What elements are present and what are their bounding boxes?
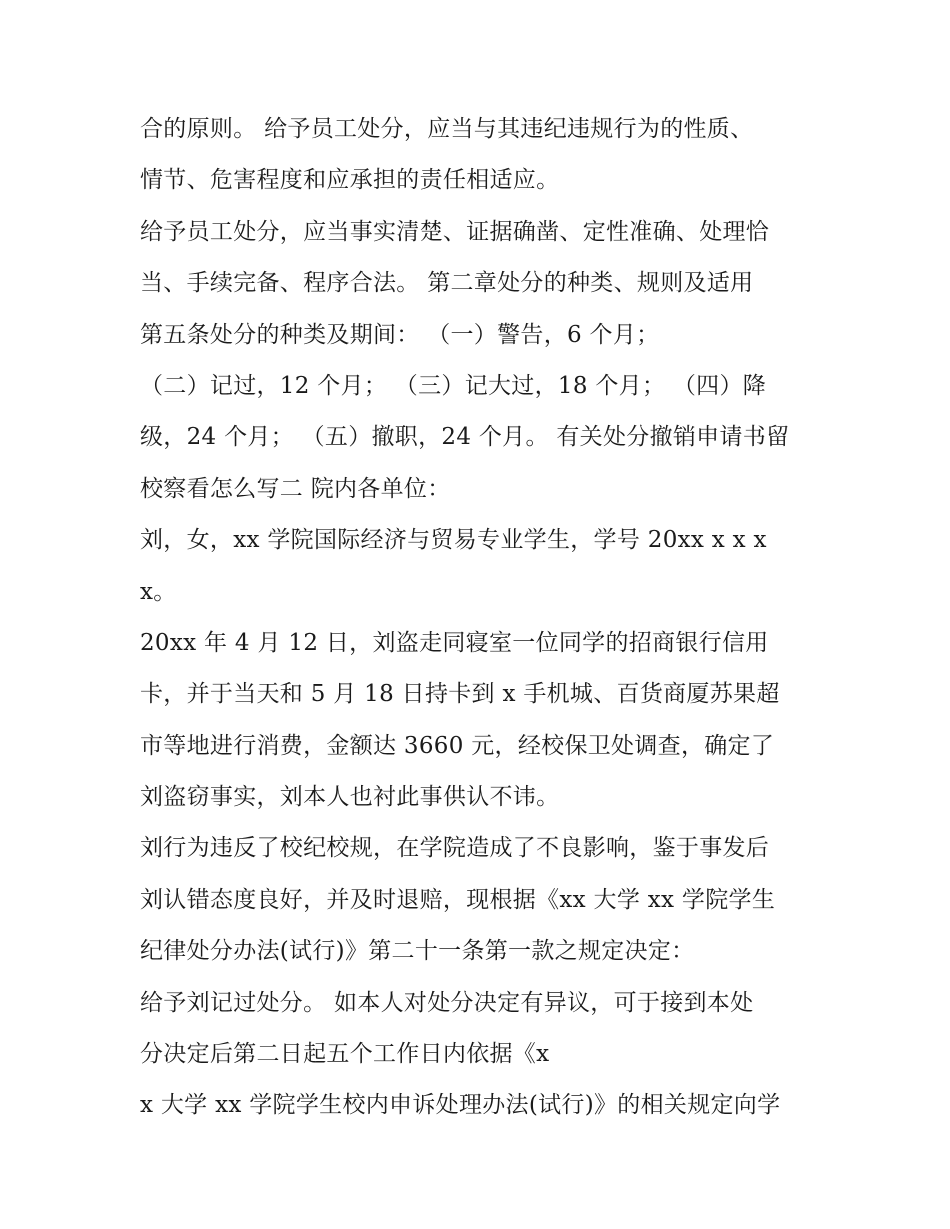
text-line: 刘认错态度良好，并及时退赔，现根据《xx 大学 xx 学院学生 <box>140 886 776 913</box>
text-line: 分决定后第二日起五个工作日内依据《x <box>140 1041 550 1068</box>
text-line: 校察看怎么写二 院内各单位： <box>140 475 451 502</box>
text-line: 市等地进行消费，金额达 3660 元，经校保卫处调查，确定了 <box>140 732 775 759</box>
text-line: 卡，并于当天和 5 月 18 日持卡到 x 手机城、百货商厦苏果超 <box>140 681 780 708</box>
text-line: 级，24 个月； （五）撤职，24 个月。 有关处分撤销申请书留 <box>140 424 790 451</box>
text-line: 20xx 年 4 月 12 日，刘盗走同寝室一位同学的招商银行信用 <box>140 629 769 656</box>
text-line: 刘行为违反了校纪校规，在学院造成了不良影响，鉴于事发后 <box>140 835 770 862</box>
text-line: 当、手续完备、程序合法。 第二章处分的种类、规则及适用 <box>140 270 754 297</box>
text-line: 情节、危害程度和应承担的责任相适应。 <box>140 167 560 194</box>
text-line: （二）记过，12 个月； （三）记大过，18 个月； （四）降 <box>140 372 767 399</box>
text-line: 刘，女，xx 学院国际经济与贸易专业学生，学号 20xx x x x <box>140 527 767 554</box>
text-line: 第五条处分的种类及期间： （一）警告，6 个月； <box>140 321 660 348</box>
body-text <box>140 104 840 1132</box>
text-line: 给予刘记过处分。 如本人对处分决定有异议，可于接到本处 <box>140 989 754 1016</box>
text-line: x 大学 xx 学院学生校内申诉处理办法(试行)》的相关规定向学 <box>140 1092 781 1119</box>
text-line: 纪律处分办法(试行)》第二十一条第一款之规定决定： <box>140 938 695 965</box>
text-line: 给予员工处分，应当事实清楚、证据确凿、定性准确、处理恰 <box>140 218 770 245</box>
text-line: x。 <box>140 578 177 605</box>
text-line: 刘盗窃事实，刘本人也衬此事供认不讳。 <box>140 784 560 811</box>
text-line: 合的原则。 给予员工处分，应当与其违纪违规行为的性质、 <box>140 116 754 142</box>
